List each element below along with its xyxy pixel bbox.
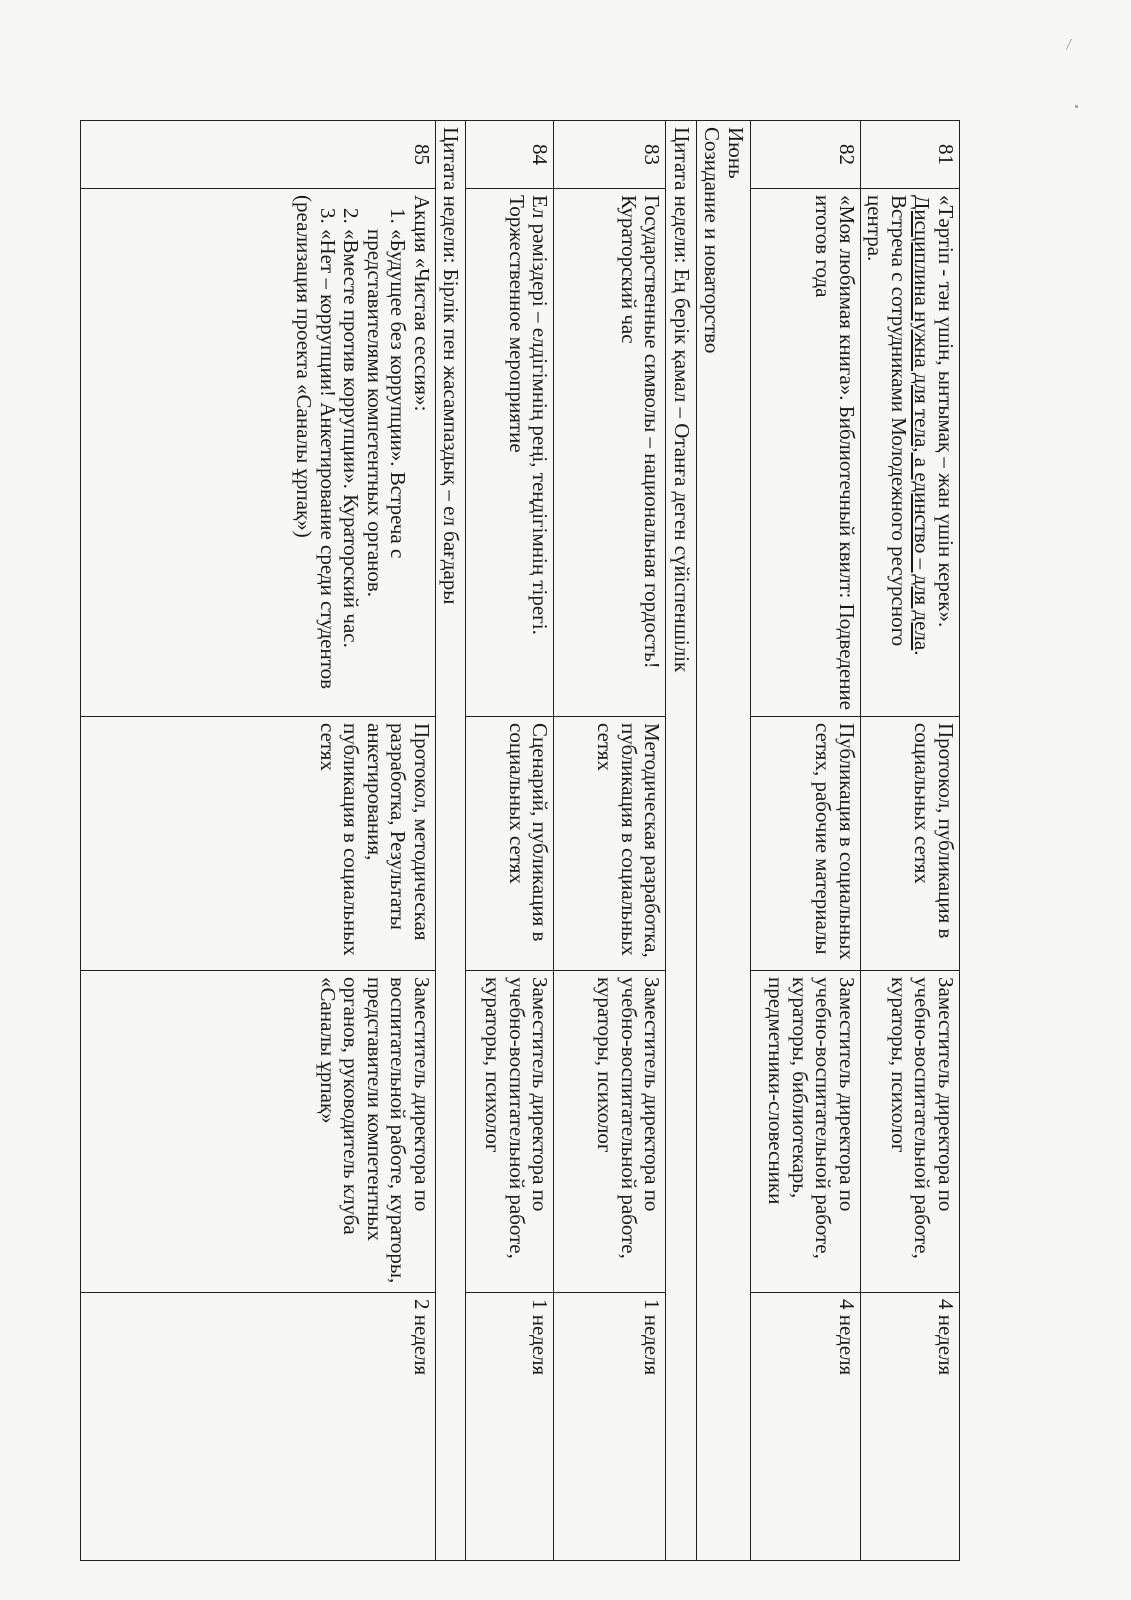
month-title: Июнь (723, 127, 748, 179)
event-title: Акция «Чистая сессия»: (409, 195, 434, 412)
list-item: 2. «Вместе против коррупции». Кураторский час. (339, 229, 363, 710)
event-cell (81, 189, 436, 717)
responsible-cell: Заместитель директора по воспитательной работе, кураторы, представители компетентных органов, руководитель клуба «Саналы ұрпақ» (81, 971, 436, 1293)
section-row (435, 121, 466, 1561)
event-cell: «Моя любимая книга». Библиотечный квилт: Подведение итогов года (750, 189, 860, 717)
timing-cell: 4 неделя (860, 1293, 959, 1561)
quote-of-week: Цитата недели: Бірлік пен жасампаздық – ел бағдары (435, 121, 466, 1561)
plan-table (80, 120, 960, 1561)
table-row (466, 121, 554, 1561)
result-cell: Протокол, публикация в социальных сетях (860, 717, 959, 971)
result-cell: Протокол, методическая разработка, Результаты анкетирования, публикация в социальных сетях (81, 717, 436, 971)
event-note: (реализация проекта «Саналы ұрпақ») (292, 195, 317, 538)
list-item: 1. «Будущее без коррупции». Встреча с представителями компетентных органов. (362, 229, 409, 710)
event-underlined-text: Дисциплина нужна для тела, а единство – для дела (910, 195, 935, 651)
row-number: 82 (750, 121, 860, 189)
event-cell: Ел рәміздері – елдігімнің реңі, теңдігімнің тірегі. Торжественное мероприятие (466, 189, 554, 717)
table-row (554, 121, 666, 1561)
month-theme: Созидание и новаторство (700, 127, 725, 354)
section-row (666, 121, 697, 1561)
section-cell (696, 121, 750, 1561)
timing-cell: 1 неделя (466, 1293, 554, 1561)
scan-artifact (1075, 105, 1078, 108)
row-number: 85 (81, 121, 436, 189)
quote-of-week: Цитата недели: Ең берік қамал – Отанға деген сүйіспеншілік (666, 121, 697, 1561)
responsible-cell: Заместитель директора по учебно-воспитательной работе, кураторы, психолог (554, 971, 666, 1293)
event-cell: Государственные символы – национальная гордость! Кураторский час (554, 189, 666, 717)
table-row (860, 121, 959, 1561)
event-text: «Тәртіп - тән үшін, ынтымақ – жан үшін керек». (934, 195, 958, 628)
row-number: 83 (554, 121, 666, 189)
row-number: 81 (860, 121, 959, 189)
timing-cell: 2 неделя (81, 1293, 436, 1561)
section-row (696, 121, 750, 1561)
result-cell: Публикация в социальных сетях, рабочие материалы (750, 717, 860, 971)
responsible-cell: Заместитель директора по учебно-воспитательной работе, кураторы, библиотекарь, предметники-словесники (750, 971, 860, 1293)
scan-artifact (1066, 39, 1079, 54)
responsible-cell: Заместитель директора по учебно-воспитательной работе, кураторы, психолог (466, 971, 554, 1293)
table-row (750, 121, 860, 1561)
table-row (81, 121, 436, 1561)
list-item: 3. «Нет – коррупции! Анкетирование среди студентов (315, 229, 339, 710)
rotated-table-wrapper (80, 120, 960, 1560)
timing-cell: 4 неделя (750, 1293, 860, 1561)
event-list (315, 195, 409, 710)
event-text: . Встреча с сотрудниками Молодежного ресурсного центра. (863, 195, 935, 656)
result-cell: Сценарий, публикация в социальных сетях (466, 717, 554, 971)
responsible-cell: Заместитель директора по учебно-воспитательной работе, кураторы, психолог (860, 971, 959, 1293)
result-cell: Методическая разработка, публикация в социальных сетях (554, 717, 666, 971)
timing-cell: 1 неделя (554, 1293, 666, 1561)
row-number: 84 (466, 121, 554, 189)
event-cell (860, 189, 959, 717)
